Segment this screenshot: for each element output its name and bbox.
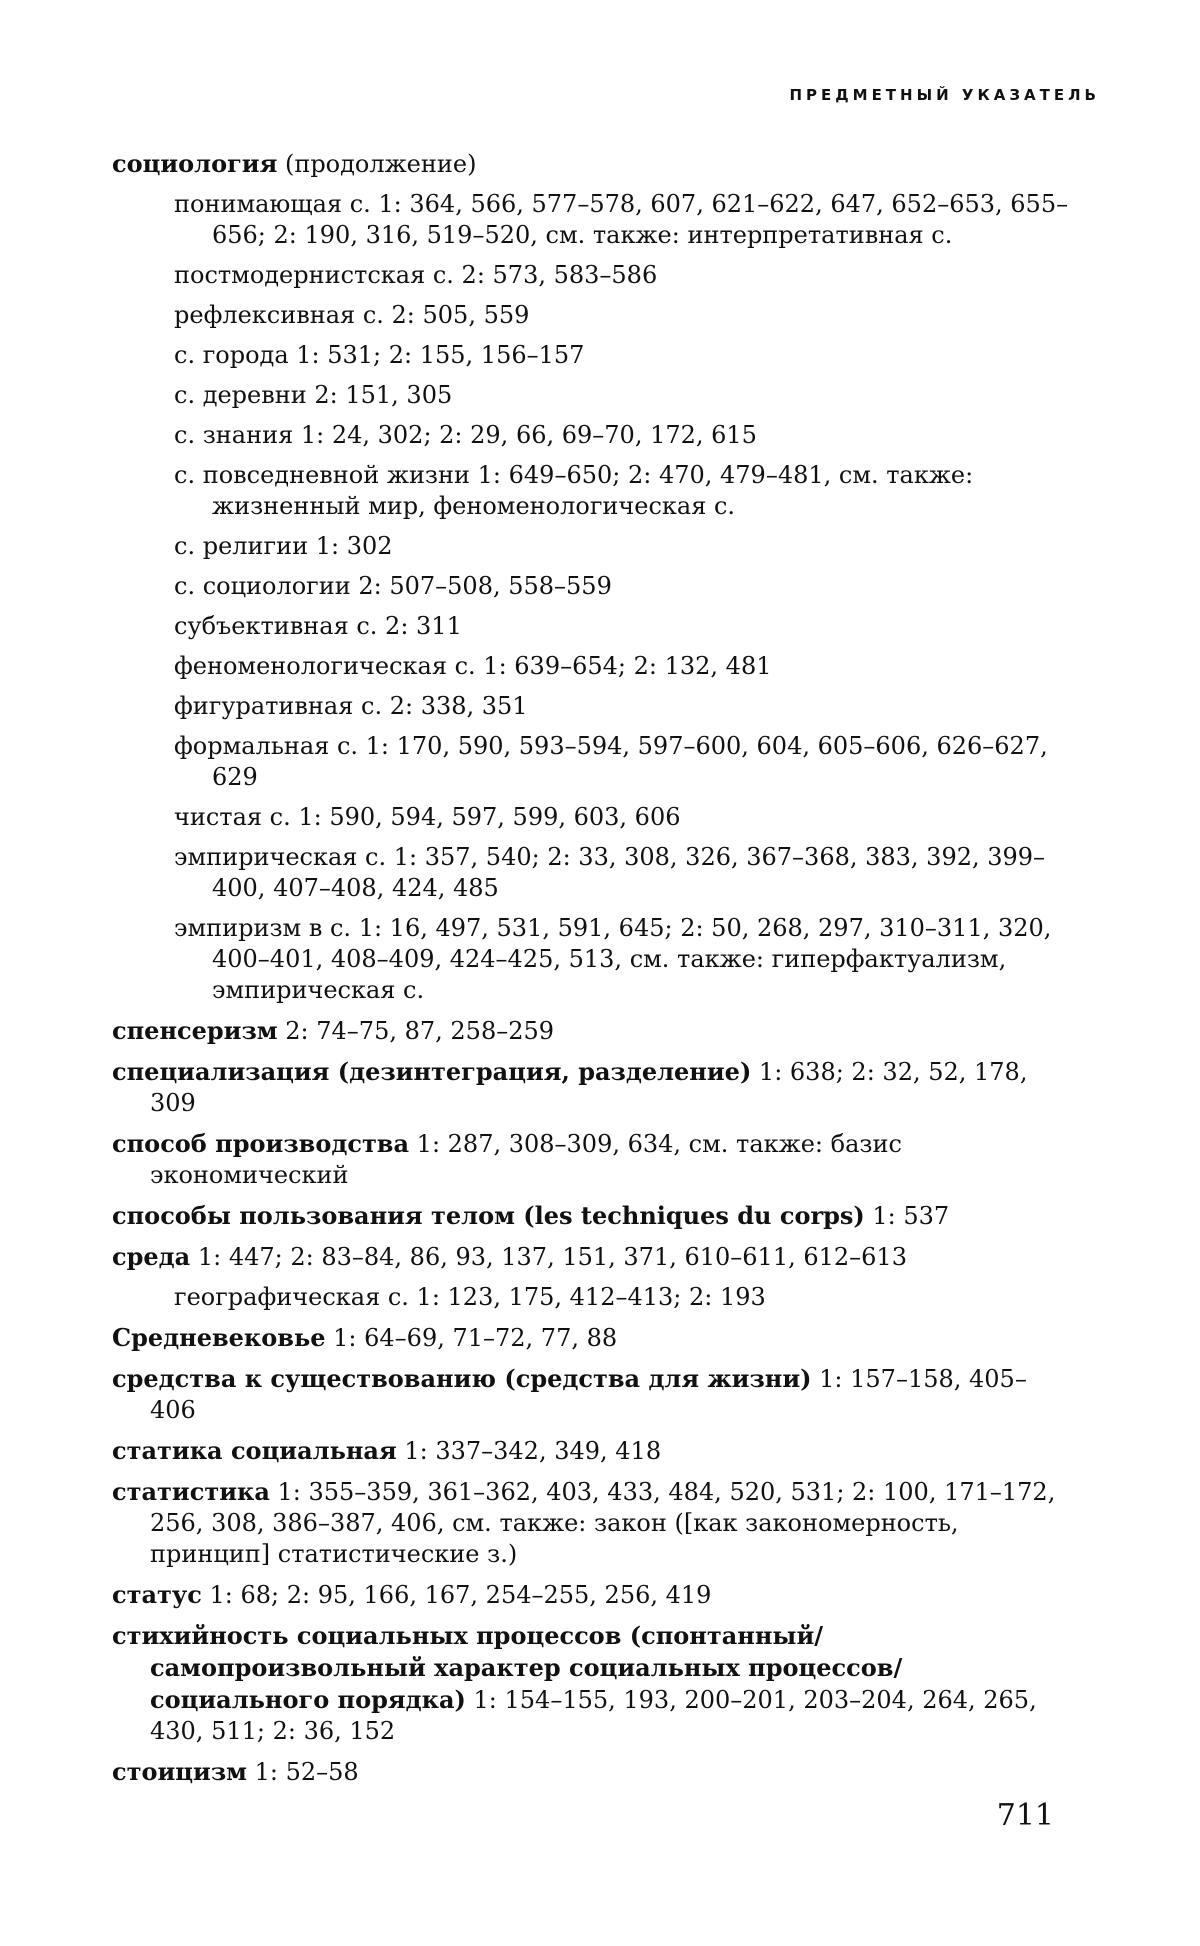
index-entry [112,1200,1072,1232]
index-locators: субъективная с. 2: 311 [174,612,462,640]
index-term: специализация (дезинтеграция, разделение) [112,1057,752,1086]
index-term: социология [112,149,278,178]
index-entry [112,1756,1072,1788]
index-locators: с. социологии 2: 507–508, 558–559 [174,572,612,600]
index-entry [112,1128,1072,1191]
index-locators: 1: 447; 2: 83–84, 86, 93, 137, 151, 371, 610–611, 612–613 [190,1243,907,1271]
index-body [112,148,1072,1797]
index-subentry [174,651,1072,682]
index-term: статус [112,1580,202,1609]
index-locators: эмпирическая с. 1: 357, 540; 2: 33, 308, 326, 367–368, 383, 392, 399–400, 407–408, 424, 485 [174,843,1046,902]
index-locators: 1: 638; 2: 32, 52, 178, 309 [150,1058,1028,1117]
index-subentry [174,300,1072,331]
index-subentry [174,731,1072,793]
index-term: стихийность социальных процессов (спонтанный/самопроизвольный характер социальных процессов/социального порядка) [112,1621,903,1714]
index-locators: с. религии 1: 302 [174,532,393,560]
index-subentry [174,611,1072,642]
index-subentry [174,913,1072,1006]
index-subentry [174,380,1072,411]
index-entry [112,1363,1072,1426]
index-subentry [174,1282,1072,1313]
index-entry [112,1322,1072,1354]
index-locators: с. знания 1: 24, 302; 2: 29, 66, 69–70, 172, 615 [174,421,757,449]
index-entry [112,148,1072,180]
index-entry [112,1620,1072,1747]
index-locators: 1: 157–158, 405–406 [150,1365,1027,1424]
index-entry [112,1241,1072,1273]
index-locators: 1: 287, 308–309, 634, см. также: базис экономический [150,1130,902,1189]
index-term: Средневековье [112,1323,326,1352]
index-locators: (продолжение) [277,150,477,178]
index-term: среда [112,1242,191,1271]
running-head: ПРЕДМЕТНЫЙ УКАЗАТЕЛЬ [789,86,1100,104]
index-entry [112,1476,1072,1570]
index-locators: 2: 74–75, 87, 258–259 [277,1017,555,1045]
index-term: стоицизм [112,1757,247,1786]
index-subentry [174,531,1072,562]
index-locators: рефлексивная с. 2: 505, 559 [174,301,530,329]
index-subentry [174,189,1072,251]
index-subentry [174,691,1072,722]
index-subentry [174,340,1072,371]
index-term: статика социальная [112,1436,397,1465]
index-subentry [174,842,1072,904]
index-entry [112,1015,1072,1047]
index-locators: 1: 337–342, 349, 418 [396,1437,662,1465]
index-subentry [174,802,1072,833]
index-locators: 1: 355–359, 361–362, 403, 433, 484, 520, 531; 2: 100, 171–172, 256, 308, 386–387, 406, см. также: закон ([как закономерность, принцип] статистические з.) [150,1478,1056,1568]
index-term: спенсеризм [112,1016,278,1045]
page-number: 711 [996,1798,1054,1833]
index-subentry [174,460,1072,522]
index-locators: понимающая с. 1: 364, 566, 577–578, 607, 621–622, 647, 652–653, 655–656; 2: 190, 316, 519–520, см. также: интерпретативная с. [174,190,1069,249]
index-locators: с. деревни 2: 151, 305 [174,381,453,409]
index-subentry [174,420,1072,451]
index-subentry [174,260,1072,291]
index-locators: чистая с. 1: 590, 594, 597, 599, 603, 606 [174,803,681,831]
index-locators: 1: 68; 2: 95, 166, 167, 254–255, 256, 419 [201,1581,712,1609]
index-entry [112,1579,1072,1611]
index-locators: фигуративная с. 2: 338, 351 [174,692,528,720]
index-locators: 1: 537 [864,1202,950,1230]
index-locators: 1: 52–58 [247,1758,359,1786]
index-term: способ производства [112,1129,410,1158]
index-locators: географическая с. 1: 123, 175, 412–413; 2: 193 [174,1283,766,1311]
index-locators: 1: 64–69, 71–72, 77, 88 [325,1324,618,1352]
index-entry [112,1056,1072,1119]
index-term: средства к существованию (средства для жизни) [112,1364,812,1393]
index-locators: формальная с. 1: 170, 590, 593–594, 597–600, 604, 605–606, 626–627, 629 [174,732,1048,791]
index-locators: с. города 1: 531; 2: 155, 156–157 [174,341,585,369]
index-locators: 1: 154–155, 193, 200–201, 203–204, 264, 265, 430, 511; 2: 36, 152 [150,1686,1037,1745]
index-term: способы пользования телом (les techniques du corps) [112,1201,865,1230]
index-subentry [174,571,1072,602]
index-locators: феноменологическая с. 1: 639–654; 2: 132, 481 [174,652,772,680]
index-term: статистика [112,1477,270,1506]
index-locators: постмодернистская с. 2: 573, 583–586 [174,261,658,289]
index-locators: с. повседневной жизни 1: 649–650; 2: 470, 479–481, см. также: жизненный мир, феноменологическая с. [174,461,974,520]
index-locators: эмпиризм в с. 1: 16, 497, 531, 591, 645; 2: 50, 268, 297, 310–311, 320, 400–401, 408–409, 424–425, 513, см. также: гиперфактуализм, эмпирическая с. [174,914,1052,1004]
index-entry [112,1435,1072,1467]
